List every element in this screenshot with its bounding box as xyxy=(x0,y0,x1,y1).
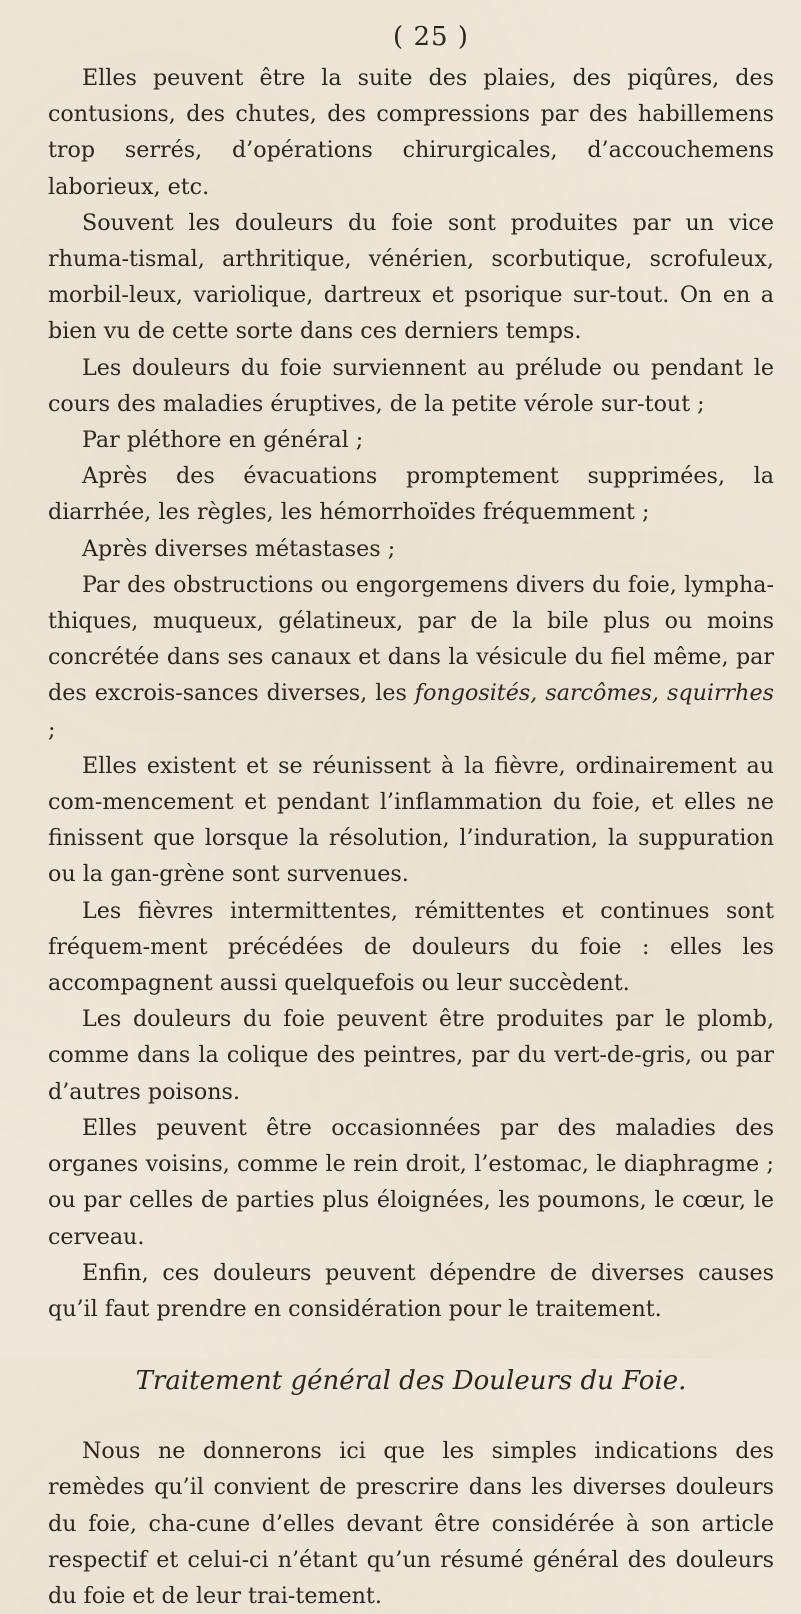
book-page xyxy=(48,22,774,1614)
paragraph-plethora: Par pléthore en général ; xyxy=(82,427,364,454)
obstructions-italic-terms: fongosités, sarcômes, squirrhes xyxy=(414,680,774,707)
paragraph-evacuations: Après des évacuations promptement supprimées, la diarrhée, les règles, les hémorrhoïdes fréquemment ; xyxy=(48,463,774,526)
paragraph-conclusion: Enfin, ces douleurs peuvent dépendre de diverses causes qu’il faut prendre en considération pour le traitement. xyxy=(48,1259,774,1322)
page-number: ( 25 ) xyxy=(393,22,469,52)
obstructions-text: Par des obstructions ou engorgemens divers du foie, lympha-thiques, muqueux, gélatineux, par de la bile plus ou moins concrétée dans ses canaux et dans la vésicule du fiel même, par des excrois-sances diverses, les xyxy=(48,571,774,707)
paragraph-neighbor-organs: Elles peuvent être occasionnées par des maladies des organes voisins, comme le rein droit, l’estomac, le diaphragme ; ou par celles de parties plus éloignées, les poumons, le cœur, le cerveau. xyxy=(48,1114,774,1250)
paragraph-causes-trauma: Elles peuvent être la suite des plaies, des piqûres, des contusions, des chutes, des compressions par des habillemens trop serrés, d’opérations chirurgicales, d’accouchemens laborieux, etc. xyxy=(48,65,774,200)
paragraph-treatment: Nous ne donnerons ici que les simples indications des remèdes qu’il convient de prescrire dans les diverses douleurs du foie, cha-cune d’elles devant être considérée à son article respectif et celui-ci n’étant qu’un résumé général des douleurs du foie et de leur trai-tement. xyxy=(48,1438,774,1609)
paragraph-vices: Souvent les douleurs du foie sont produites par un vice rhuma-tismal, arthritique, vénérien, scorbutique, scrofuleux, morbil-leux, variolique, dartreux et psorique sur-tout. On en a bien vu de cette sorte dans ces derniers temps. xyxy=(48,209,774,345)
paragraph-metastases: Après diverses métastases ; xyxy=(82,535,396,562)
section-title: Traitement général des Douleurs du Foie. xyxy=(135,1366,687,1397)
paragraph-fever: Elles existent et se réunissent à la fièvre, ordinairement au com-mencement et pendant l’inflammation du foie, et elles ne finissent que lorsque la résolution, l’induration, la suppuration ou la gan-grène sont survenues. xyxy=(48,752,774,888)
paragraph-obstructions xyxy=(48,567,774,748)
paragraph-lead: Les douleurs du foie peuvent être produites par le plomb, comme dans la colique des peintres, par du vert-de-gris, ou par d’autres poisons. xyxy=(48,1006,774,1105)
paragraph-eruptive: Les douleurs du foie surviennent au prélude ou pendant le cours des maladies éruptives, de la petite vérole sur-tout ; xyxy=(48,354,774,417)
obstructions-end: ; xyxy=(48,716,56,743)
paragraph-intermittent-fevers: Les fièvres intermittentes, rémittentes et continues sont fréquem-ment précédées de douleurs du foie : elles les accompagnent aussi quelquefois ou leur succèdent. xyxy=(48,897,774,997)
